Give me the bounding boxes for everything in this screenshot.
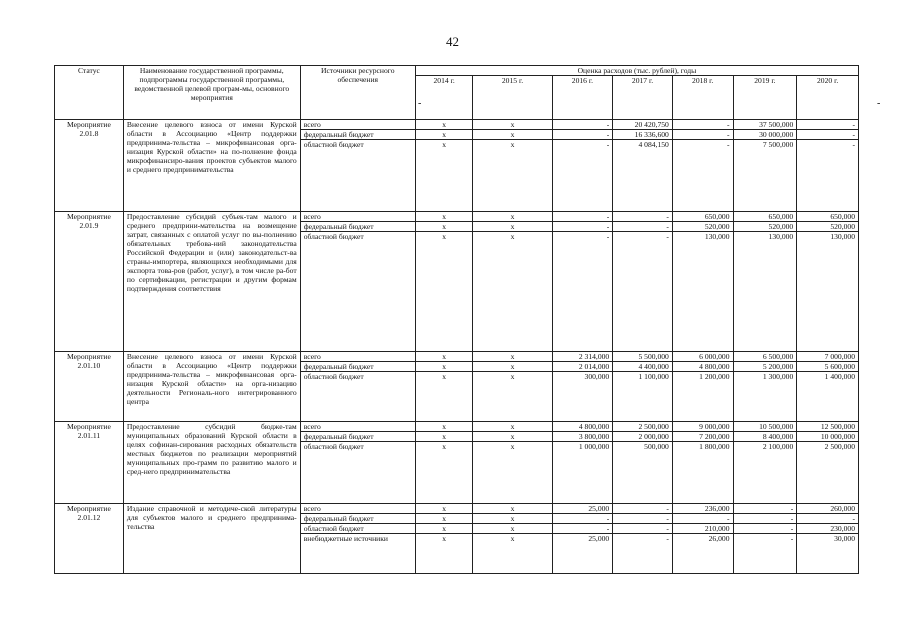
amount-cell: x bbox=[415, 422, 473, 432]
amount-cell: 25,000 bbox=[552, 504, 613, 514]
amount-cell: 8 400,000 bbox=[733, 432, 797, 442]
header-status: Статус bbox=[55, 66, 124, 120]
funding-source: федеральный бюджет bbox=[300, 222, 415, 232]
amount-cell: x bbox=[473, 534, 552, 574]
amount-cell: - bbox=[613, 504, 673, 514]
budget-table bbox=[54, 65, 859, 574]
amount-cell: 230,000 bbox=[797, 524, 859, 534]
header-year: 2015 г. bbox=[473, 76, 552, 120]
amount-cell: 4 084,150 bbox=[613, 140, 673, 212]
measure-name: Предоставление субсидий субъек-там малого и среднего предприни-мательства на возмещение затрат, связанных с оплатой услуг по вы-полнению обязательных требова-ний законодательства Российской Федерации и (или) законодательст-ва страны-импортера, являющихся необходимыми для экспорта това-ров (работ, услуг), в том числе ра-бот по сертификации, регистрации и другим формам подтверждения соответствия bbox=[123, 212, 300, 352]
amount-cell: x bbox=[473, 130, 552, 140]
amount-cell: 2 500,000 bbox=[797, 442, 859, 504]
funding-source: федеральный бюджет bbox=[300, 362, 415, 372]
amount-cell: x bbox=[415, 442, 473, 504]
amount-cell: x bbox=[473, 524, 552, 534]
measure-status: Мероприятие 2.01.8 bbox=[55, 120, 124, 212]
amount-cell: - bbox=[672, 514, 733, 524]
amount-cell: 16 336,600 bbox=[613, 130, 673, 140]
amount-cell: - bbox=[613, 232, 673, 352]
funding-source: всего bbox=[300, 352, 415, 362]
header-name: Наименование государственной программы, подпрограммы государственной программы, ведомственной целевой програм-мы, основного мероприятия bbox=[123, 66, 300, 120]
header-year: 2019 г. bbox=[733, 76, 797, 120]
amount-cell: 130,000 bbox=[733, 232, 797, 352]
header-source: Источники ресурсного обеспечения bbox=[300, 66, 415, 120]
margin-dash-right: - bbox=[877, 98, 881, 109]
amount-cell: 1 100,000 bbox=[613, 372, 673, 422]
amount-cell: 1 800,000 bbox=[672, 442, 733, 504]
measure-status: Мероприятие 2.01.11 bbox=[55, 422, 124, 504]
amount-cell: 12 500,000 bbox=[797, 422, 859, 432]
measure-name: Внесение целевого взноса от имени Курской области в Ассоциацию «Центр поддержки предпринима-тельства – микрофинансовая орга-низация Курской области» на орга-низацию деятельности Региональ-ного интегрированного центра bbox=[123, 352, 300, 422]
amount-cell: 26,000 bbox=[672, 534, 733, 574]
funding-source: областной бюджет bbox=[300, 140, 415, 212]
amount-cell: - bbox=[613, 534, 673, 574]
amount-cell: - bbox=[552, 140, 613, 212]
amount-cell: - bbox=[797, 140, 859, 212]
amount-cell: x bbox=[415, 514, 473, 524]
header-year: 2016 г. bbox=[552, 76, 613, 120]
amount-cell: - bbox=[613, 222, 673, 232]
amount-cell: x bbox=[415, 352, 473, 362]
amount-cell: x bbox=[473, 140, 552, 212]
amount-cell: 6 500,000 bbox=[733, 352, 797, 362]
amount-cell: - bbox=[797, 514, 859, 524]
amount-cell: - bbox=[672, 140, 733, 212]
amount-cell: 3 800,000 bbox=[552, 432, 613, 442]
amount-cell: x bbox=[415, 140, 473, 212]
amount-cell: 1 300,000 bbox=[733, 372, 797, 422]
amount-cell: 2 500,000 bbox=[613, 422, 673, 432]
amount-cell: x bbox=[415, 432, 473, 442]
amount-cell: x bbox=[415, 120, 473, 130]
amount-cell: x bbox=[415, 232, 473, 352]
amount-cell: 520,000 bbox=[797, 222, 859, 232]
amount-cell: x bbox=[473, 212, 552, 222]
funding-source: всего bbox=[300, 120, 415, 130]
amount-cell: x bbox=[473, 232, 552, 352]
amount-cell: 10 500,000 bbox=[733, 422, 797, 432]
amount-cell: 130,000 bbox=[672, 232, 733, 352]
amount-cell: 30,000 bbox=[797, 534, 859, 574]
measure-status: Мероприятие 2.01.12 bbox=[55, 504, 124, 574]
funding-source: всего bbox=[300, 212, 415, 222]
amount-cell: - bbox=[613, 524, 673, 534]
amount-cell: 650,000 bbox=[672, 212, 733, 222]
amount-cell: 5 500,000 bbox=[613, 352, 673, 362]
amount-cell: 5 200,000 bbox=[733, 362, 797, 372]
amount-cell: x bbox=[415, 362, 473, 372]
amount-cell: 7 500,000 bbox=[733, 140, 797, 212]
amount-cell: - bbox=[733, 514, 797, 524]
amount-cell: x bbox=[473, 504, 552, 514]
funding-source: внебюджетные источники bbox=[300, 534, 415, 574]
amount-cell: 210,000 bbox=[672, 524, 733, 534]
amount-cell: - bbox=[797, 130, 859, 140]
header-estimate: Оценка расходов (тыс. рублей), годы bbox=[415, 66, 858, 76]
amount-cell: x bbox=[415, 524, 473, 534]
amount-cell: - bbox=[552, 130, 613, 140]
amount-cell: x bbox=[415, 504, 473, 514]
amount-cell: 1 200,000 bbox=[672, 372, 733, 422]
amount-cell: 9 000,000 bbox=[672, 422, 733, 432]
header-year: 2014 г. bbox=[415, 76, 473, 120]
table-body bbox=[55, 120, 859, 574]
amount-cell: x bbox=[473, 514, 552, 524]
amount-cell: 2 314,000 bbox=[552, 352, 613, 362]
amount-cell: x bbox=[473, 442, 552, 504]
amount-cell: 260,000 bbox=[797, 504, 859, 514]
amount-cell: - bbox=[797, 120, 859, 130]
amount-cell: x bbox=[473, 352, 552, 362]
margin-dash-left: - bbox=[418, 98, 422, 109]
table-row bbox=[55, 352, 859, 362]
header-year: 2017 г. bbox=[613, 76, 673, 120]
header-year: 2018 г. bbox=[672, 76, 733, 120]
amount-cell: 2 100,000 bbox=[733, 442, 797, 504]
amount-cell: 4 800,000 bbox=[672, 362, 733, 372]
amount-cell: - bbox=[733, 534, 797, 574]
amount-cell: x bbox=[473, 362, 552, 372]
amount-cell: - bbox=[613, 212, 673, 222]
amount-cell: x bbox=[473, 222, 552, 232]
amount-cell: - bbox=[733, 524, 797, 534]
amount-cell: 520,000 bbox=[672, 222, 733, 232]
amount-cell: - bbox=[552, 222, 613, 232]
amount-cell: 7 000,000 bbox=[797, 352, 859, 362]
amount-cell: - bbox=[672, 130, 733, 140]
amount-cell: 236,000 bbox=[672, 504, 733, 514]
amount-cell: x bbox=[473, 422, 552, 432]
amount-cell: 10 000,000 bbox=[797, 432, 859, 442]
amount-cell: 25,000 bbox=[552, 534, 613, 574]
amount-cell: 1 400,000 bbox=[797, 372, 859, 422]
measure-status: Мероприятие 2.01.9 bbox=[55, 212, 124, 352]
amount-cell: - bbox=[552, 232, 613, 352]
amount-cell: 650,000 bbox=[797, 212, 859, 222]
funding-source: федеральный бюджет bbox=[300, 130, 415, 140]
amount-cell: 7 200,000 bbox=[672, 432, 733, 442]
table-header bbox=[55, 66, 859, 120]
funding-source: областной бюджет bbox=[300, 524, 415, 534]
amount-cell: - bbox=[552, 120, 613, 130]
amount-cell: x bbox=[415, 130, 473, 140]
amount-cell: - bbox=[672, 120, 733, 130]
funding-source: федеральный бюджет bbox=[300, 514, 415, 524]
measure-name: Внесение целевого взноса от имени Курской области в Ассоциацию «Центр поддержки предпринима-тельства – микрофинансовая орга-низация Курской области» на по-полнение фонда микрофинансиро-вания проектов субъектов малого и среднего предпринимательства bbox=[123, 120, 300, 212]
amount-cell: x bbox=[415, 372, 473, 422]
amount-cell: x bbox=[473, 120, 552, 130]
table-row bbox=[55, 212, 859, 222]
funding-source: областной бюджет bbox=[300, 372, 415, 422]
amount-cell: 5 600,000 bbox=[797, 362, 859, 372]
amount-cell: x bbox=[415, 534, 473, 574]
amount-cell: - bbox=[552, 514, 613, 524]
header-year: 2020 г. bbox=[797, 76, 859, 120]
amount-cell: 520,000 bbox=[733, 222, 797, 232]
funding-source: областной бюджет bbox=[300, 442, 415, 504]
amount-cell: 500,000 bbox=[613, 442, 673, 504]
funding-source: всего bbox=[300, 504, 415, 514]
amount-cell: 2 014,000 bbox=[552, 362, 613, 372]
amount-cell: 2 000,000 bbox=[613, 432, 673, 442]
amount-cell: x bbox=[415, 222, 473, 232]
amount-cell: - bbox=[733, 504, 797, 514]
amount-cell: 300,000 bbox=[552, 372, 613, 422]
funding-source: федеральный бюджет bbox=[300, 432, 415, 442]
amount-cell: - bbox=[552, 212, 613, 222]
amount-cell: 20 420,750 bbox=[613, 120, 673, 130]
amount-cell: 4 800,000 bbox=[552, 422, 613, 432]
amount-cell: - bbox=[552, 524, 613, 534]
amount-cell: 650,000 bbox=[733, 212, 797, 222]
amount-cell: 1 000,000 bbox=[552, 442, 613, 504]
amount-cell: x bbox=[473, 432, 552, 442]
funding-source: всего bbox=[300, 422, 415, 432]
funding-source: областной бюджет bbox=[300, 232, 415, 352]
table-row bbox=[55, 120, 859, 130]
table-row bbox=[55, 422, 859, 432]
amount-cell: - bbox=[613, 514, 673, 524]
page-number: 42 bbox=[446, 34, 459, 49]
measure-name: Издание справочной и методиче-ской литературы для субъектов малого и среднего предпринима-тельства bbox=[123, 504, 300, 574]
measure-status: Мероприятие 2.01.10 bbox=[55, 352, 124, 422]
amount-cell: 130,000 bbox=[797, 232, 859, 352]
amount-cell: 37 500,000 bbox=[733, 120, 797, 130]
amount-cell: x bbox=[473, 372, 552, 422]
amount-cell: x bbox=[415, 212, 473, 222]
amount-cell: 4 400,000 bbox=[613, 362, 673, 372]
amount-cell: 6 000,000 bbox=[672, 352, 733, 362]
measure-name: Предоставление субсидий бюдже-там муниципальных образований Курской области в целях софинан-сирования расходных обязательств местных бюджетов по реализации мероприятий муниципальных про-грамм по развитию малого и сред-него предпринимательства bbox=[123, 422, 300, 504]
amount-cell: 30 000,000 bbox=[733, 130, 797, 140]
table-row bbox=[55, 504, 859, 514]
